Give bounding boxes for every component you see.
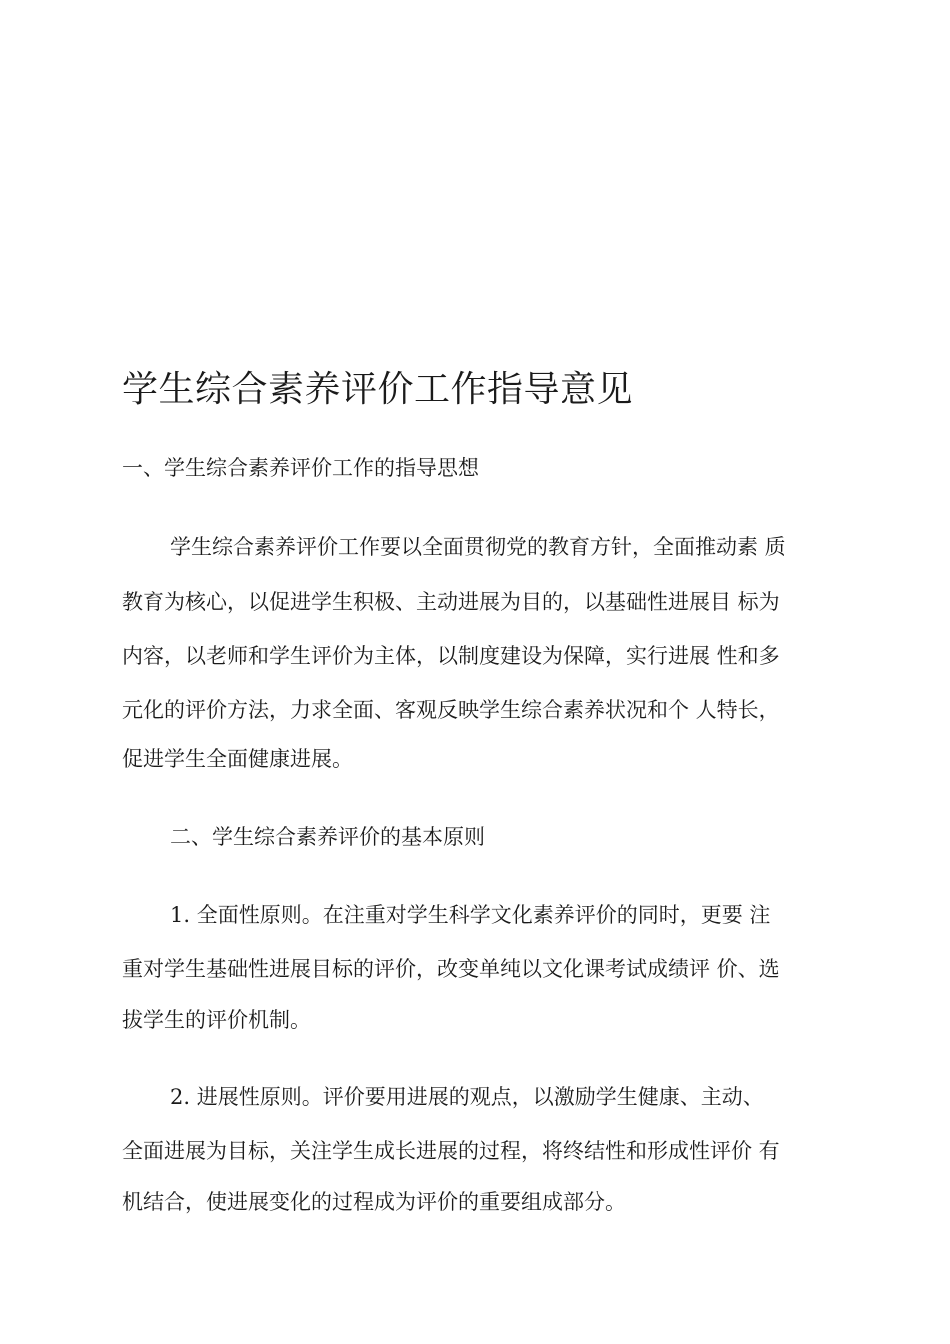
section1-heading: 一、学生综合素养评价工作的指导思想 [122, 456, 479, 480]
section1-paragraph-line: 内容，以老师和学生评价为主体，以制度建设为保障，实行进展 性和多 [122, 644, 780, 668]
principle2-line: 机结合，使进展变化的过程成为评价的重要组成部分。 [122, 1190, 626, 1214]
section1-paragraph-line: 促进学生全面健康进展。 [122, 747, 353, 771]
document-title: 学生综合素养评价工作指导意见 [122, 369, 634, 410]
section1-paragraph-line: 元化的评价方法，力求全面、客观反映学生综合素养状况和个 人特长， [122, 698, 780, 722]
principle2-line: 2. 进展性原则。评价要用进展的观点，以激励学生健康、主动、 [170, 1085, 764, 1109]
principle2-line: 全面进展为目标，关注学生成长进展的过程，将终结性和形成性评价 有 [122, 1139, 780, 1163]
section1-paragraph-line: 教育为核心，以促进学生积极、主动进展为目的，以基础性进展目 标为 [122, 590, 780, 614]
section2-heading: 二、学生综合素养评价的基本原则 [170, 825, 485, 849]
principle1-line: 拔学生的评价机制。 [122, 1008, 311, 1032]
principle1-line: 1. 全面性原则。在注重对学生科学文化素养评价的同时，更要 注 [170, 903, 771, 927]
principle1-line: 重对学生基础性进展目标的评价，改变单纯以文化课考试成绩评 价、选 [122, 957, 780, 981]
section1-paragraph-line: 学生综合素养评价工作要以全面贯彻党的教育方针，全面推动素 质 [170, 535, 786, 559]
